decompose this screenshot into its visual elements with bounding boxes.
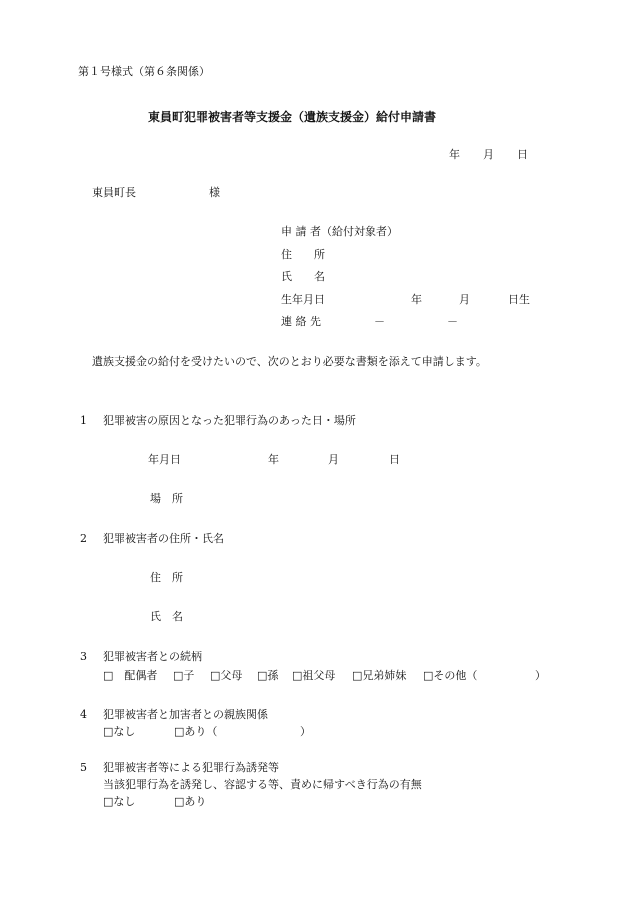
applicant-birth-year: 年	[411, 293, 422, 306]
date-day-label: 日	[517, 148, 528, 161]
applicant-contact-label: 連 絡 先	[281, 315, 321, 328]
kinship-close-paren: ）	[300, 725, 311, 738]
incident-year-label: 年	[268, 453, 279, 466]
section-heading: 犯罪被害の原因となった犯罪行為のあった日・場所	[103, 414, 356, 427]
kinship-option-yes[interactable]: □あり（	[174, 725, 218, 738]
relation-option-child[interactable]: □子	[173, 669, 195, 682]
applicant-birth-month: 月	[459, 293, 470, 306]
applicant-birth-day: 日生	[508, 293, 530, 306]
inducement-option-none[interactable]: □なし	[103, 795, 136, 808]
incident-date-label: 年月日	[148, 453, 181, 466]
intro-text: 遺族支援金の給付を受けたいので、次のとおり必要な書類を添えて申請します。	[92, 355, 487, 368]
date-month-label: 月	[483, 148, 494, 161]
applicant-name-label: 氏 名	[281, 270, 325, 283]
section-number: 4	[80, 708, 87, 721]
contact-dash: －	[447, 315, 458, 328]
incident-place-label: 場 所	[150, 492, 183, 505]
page-title: 東員町犯罪被害者等支援金（遺族支援金）給付申請書	[148, 110, 437, 124]
relation-option-sibling[interactable]: □兄弟姉妹	[352, 669, 407, 682]
section-number: 5	[80, 761, 87, 774]
incident-month-label: 月	[328, 453, 339, 466]
relation-option-grandchild[interactable]: □孫	[257, 669, 279, 682]
kinship-option-none[interactable]: □なし	[103, 725, 136, 738]
relation-option-other[interactable]: □その他（	[423, 669, 478, 682]
form-number: 第１号様式（第６条関係）	[78, 65, 210, 78]
section-heading: 犯罪被害者の住所・氏名	[103, 532, 224, 545]
section-heading: 犯罪被害者との続柄	[103, 650, 202, 663]
section-heading: 犯罪被害者と加害者との親族関係	[103, 708, 268, 721]
applicant-birth-label: 生年月日	[281, 293, 325, 306]
relation-other-close-paren: ）	[535, 669, 546, 682]
section-heading: 犯罪被害者等による犯罪行為誘発等	[103, 761, 279, 774]
relation-option-grandparent[interactable]: □祖父母	[292, 669, 336, 682]
contact-dash: －	[374, 315, 385, 328]
applicant-heading: 申 請 者（給付対象者）	[281, 225, 398, 238]
relation-option-spouse[interactable]: □ 配偶者	[103, 669, 158, 682]
incident-day-label: 日	[389, 453, 400, 466]
section-number: 2	[80, 532, 87, 545]
section-number: 1	[80, 414, 87, 427]
section-subheading: 当該犯罪行為を誘発し、容認する等、責めに帰すべき行為の有無	[103, 778, 422, 791]
addressee-honorific: 様	[209, 186, 220, 199]
date-year-label: 年	[449, 148, 460, 161]
addressee-office: 東員町長	[92, 186, 136, 199]
relation-option-parent[interactable]: □父母	[210, 669, 243, 682]
inducement-option-yes[interactable]: □あり	[174, 795, 207, 808]
section-number: 3	[80, 650, 87, 663]
applicant-address-label: 住 所	[281, 248, 325, 261]
victim-address-label: 住 所	[150, 571, 183, 584]
victim-name-label: 氏 名	[150, 610, 183, 623]
